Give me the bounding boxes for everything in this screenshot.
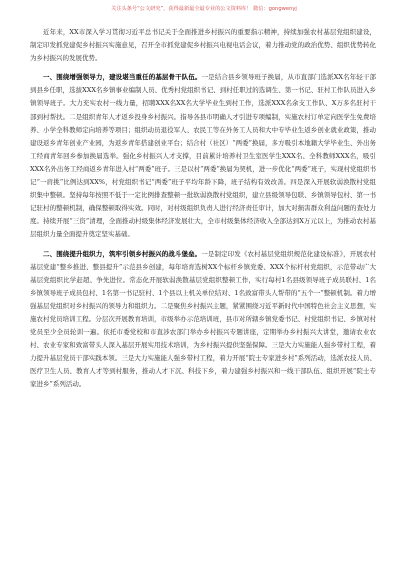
section-two-text: 一是制定印发《农村基层党组织规范化建设标准》，开展农村基层党建“整乡推进、整县提升”示范县乡创建，每年培育选树XX个标杆乡镇党委、XXX个标杆村党组织，示范带动广大基层党组织比学赶超、争先进位。常态化开展软弱涣散基层党组织整顿工作，实行每村1名县级领导班子成员联村、1名乡镇领导班子成员包村、1名第一书记驻村、1个县以上机关单位结对、1名致富带头人帮带的“五个一”整顿机制。着力增强基层党组织对乡村振兴的领导力和组织力。二是聚焦乡村振兴主题，紧紧围绕习近平新时代中国特色社会主义思想，实施农村党员培训工程。分层次开展教育培训，市级举办示范培训班，县市对所辖乡镇党委书记、村党组织书记、乡镇对村党员至少全员轮训一遍。依托市委党校和市直涉农部门举办乡村振兴专题讲座，定期举办乡村振兴大讲堂，邀请农业农村、农业专家和致富带头人深入基层开展实用技术培训，为乡村振兴提供坚强保障。三是大力实施能人强乡带村工程，着力提升基层党员干部实践本领。三是大力实施能人强乡带村工程，着力开展“院士专家进乡村”系列活动，选派农技人员、医疗卫生人员、教育人才等到村服务，推动人才下沉、科技下乡，着力建强乡村振兴和一线干部队伍、组织开展“院士专家进乡”系列活动。 [30, 249, 377, 389]
intro-paragraph [30, 26, 376, 65]
section-two-heading: 二、围绕提升组织力，筑牢引领乡村振兴的战斗堡垒。 [43, 249, 202, 258]
section-one-heading: 一、围绕增强领导力，建设堪当重任的基层骨干队伍。 [43, 73, 202, 82]
article-body [30, 26, 376, 398]
section-two-paragraph [30, 248, 376, 392]
section-one-paragraph [30, 71, 376, 241]
section-one-text: 一是结合县乡领导班子换届，从市直部门选派XX名年轻干部到县乡任职，选拔XXX名乡镇事业编制人员、优秀村党组织书记、到村任职过的选调生、第一书记、驻村工作队员进入乡镇领导班子。大力充实农村一线力量，招聘XXX名XX名大学毕业生到村工作，选派XXX名余支工作队、X万多名驻村干部到村帮扶。二是组织青年人才返乡投身乡村振兴。指导各县市明确人才引进专项编制，实施农村订单定向医学生免费培养、小学全科教师定向培养等项目；组织动员退役军人、农民工等在外务工人员和大中专毕业生返乡创业就业政策，推动建设返乡青年创业产业园，为返乡青年搭建创业平台；结合村（社区）“两委”换届，多方吸引本地籍大学毕业生、外出务工经商青年回乡参加换届选举。强化乡村振兴人才支撑，目前累计培养村卫生室医学生XXX名、全科教师XXX名，吸引XXX名外出务工经商返乡青年进入村“两委”班子。三是以村“两委”换届为契机，进一步优化“两委”班子，实现村党组织书记“一肩挑”比例达到XX%，村党组织书记“两委”班子平均年龄下降，班子结构有效改善。四是深入开展软弱涣散村党组织集中整顿。坚持每年按照不低于一定比例排查整顿一批软弱涣散村党组织，建立县级领导包联、乡镇领导包村、第一书记驻村的整顿机制，确保整顿取得实效。同时，对村级组织负责人进行经济责任审计，加大对损害群众利益问题的查处力度。持续开展“三资”清理，全面推动村级集体经济发展壮大，全市村级集体经济收入全部达到X万元以上，为推动农村基层组织力量全面提升奠定坚实基础。 [30, 73, 377, 239]
paragraph-text: 近年来，XX市深入学习贯彻习近平总书记关于全面推进乡村振兴的重要指示精神，持续加强农村基层党组织建设，制定印发抓党建促乡村振兴实施意见，召开全市抓党建促乡村振兴电视电话会议，着力推动党的政治优势、组织优势转化为乡村振兴的发展优势。 [30, 28, 376, 63]
promo-banner: 关注头条号“公文研究”，获得最新最全最专业的公文资料库！ 微信：gongwenyj [111, 6, 297, 12]
